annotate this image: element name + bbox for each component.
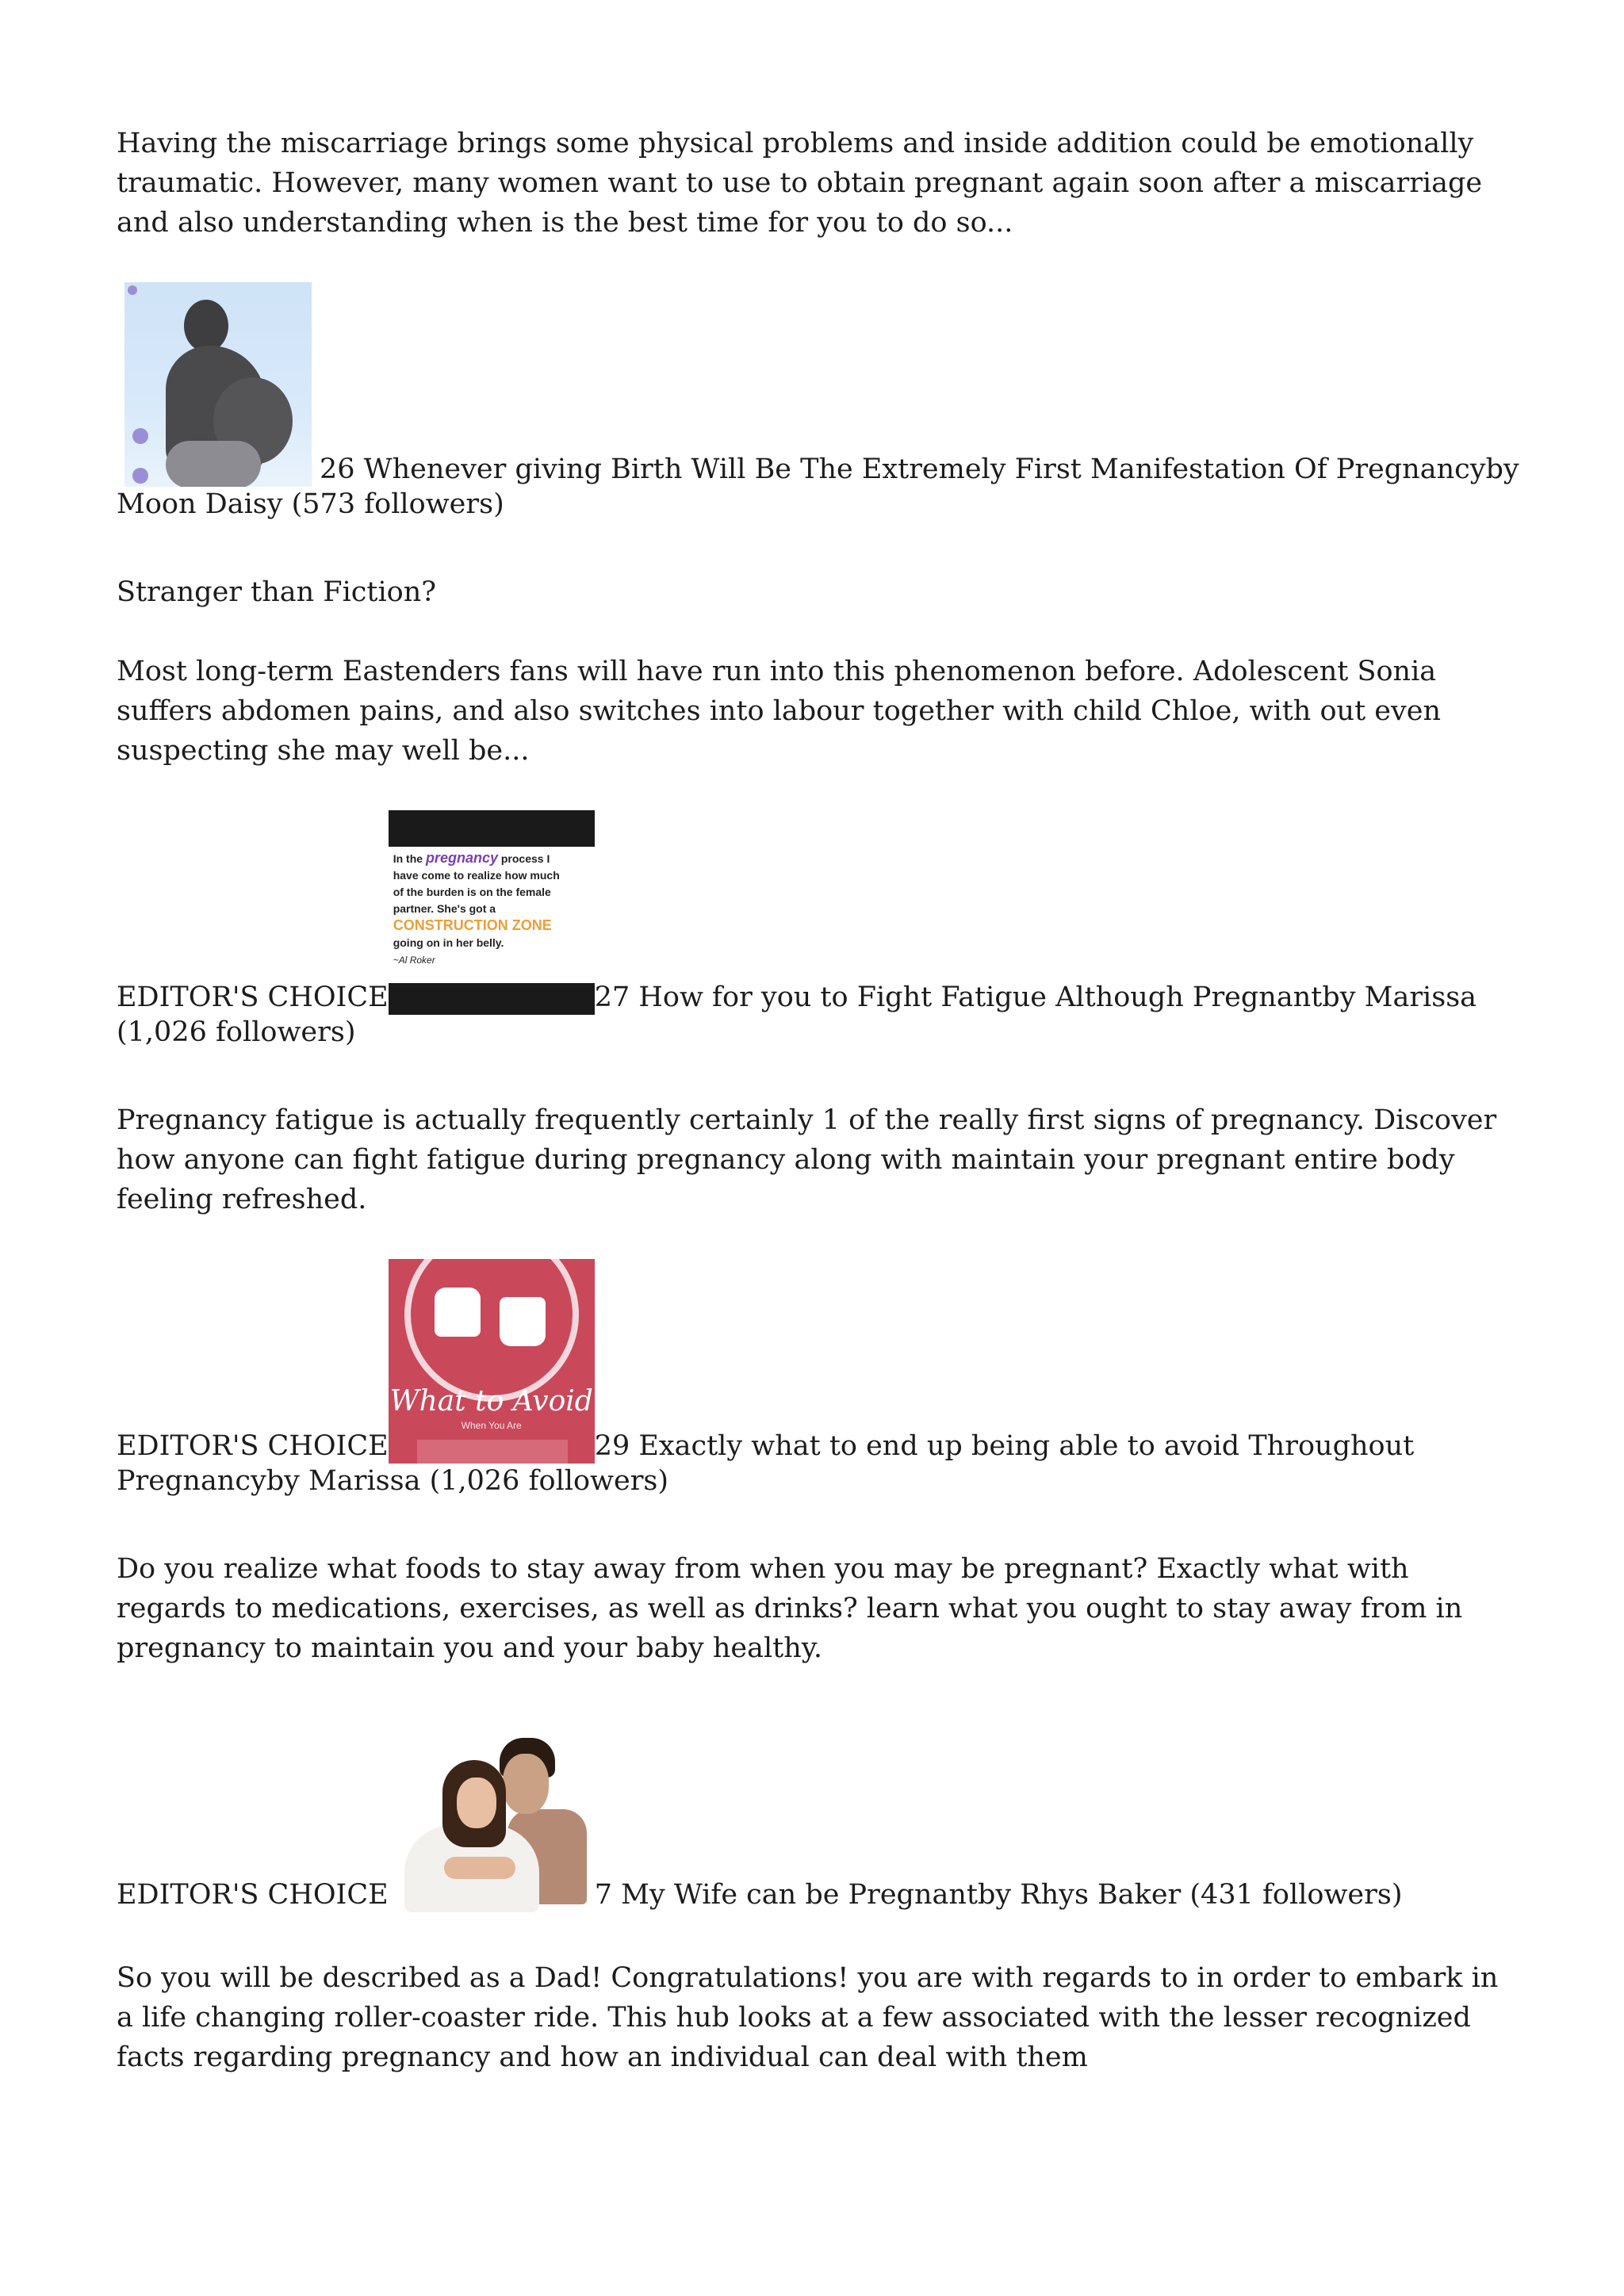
entry-29-title-link[interactable]: 29 Exactly what to end up being able to avoid Throughout: [594, 1430, 1415, 1462]
entry-29: [117, 1259, 1536, 1498]
thumbs-up-icon: [435, 1288, 481, 1337]
entry-27: [117, 810, 1536, 1050]
entry-26-title-link[interactable]: 26 Whenever giving Birth Will Be The Extremely First Manifestation Of Pregnancyby: [320, 453, 1519, 485]
editors-choice-badge: EDITOR'S CHOICE: [117, 1879, 389, 1911]
couple-photo-thumbnail[interactable]: [389, 1722, 595, 1912]
pregnant-silhouette-thumbnail[interactable]: [124, 282, 312, 487]
editors-choice-badge: EDITOR'S CHOICE: [117, 1430, 389, 1462]
entry-26-subheading: Stranger than Fiction?: [117, 576, 437, 608]
pregnancy-quote-thumbnail[interactable]: In the pregnancy process I have come to realize how much of the burden is on the female partner. She's got a CONSTRUCTION ZONE going on in her belly. ~Al Roker: [389, 810, 595, 1015]
editors-choice-badge: EDITOR'S CHOICE: [117, 982, 389, 1013]
entry-7-summary: So you will be described as a Dad! Congratulations! you are with regards to in order to embark in a life changing roller-coaster ride. This hub looks at a few associated with the lesser recognized facts regarding pregnancy and how an individual can deal with them: [117, 1962, 1499, 2073]
entry-26-author-link[interactable]: Moon Daisy (573 followers): [117, 488, 504, 520]
what-to-avoid-thumbnail[interactable]: What to Avoid When You Are: [389, 1259, 595, 1464]
entry-27-author-link[interactable]: (1,026 followers): [117, 1016, 356, 1048]
entry-26: [117, 282, 1536, 522]
intro-paragraph: Having the miscarriage brings some physical problems and inside addition could be emotionally traumatic. However, many women want to use to obtain pregnant again soon after a miscarriage and also understanding when is the best time for you to do so...: [117, 128, 1483, 239]
entry-7: [117, 1722, 1536, 1912]
thumbs-down-icon: [500, 1297, 546, 1346]
entry-29-summary: Do you realize what foods to stay away from when you may be pregnant? Exactly what with regards to medications, exercises, as well as drinks? learn what you ought to stay away from in pregnancy to maintain you and your baby healthy.: [117, 1553, 1463, 1664]
entry-27-title-link[interactable]: 27 How for you to Fight Fatigue Although Pregnantby Marissa: [594, 982, 1477, 1013]
entry-27-summary: Pregnancy fatigue is actually frequently certainly 1 of the really first signs of pregnancy. Discover how anyone can fight fatigue during pregnancy along with maintain your pregnant entire body feeling refreshed.: [117, 1104, 1497, 1215]
entry-7-title-link[interactable]: 7 My Wife can be Pregnantby Rhys Baker (431 followers): [594, 1879, 1403, 1911]
entry-29-author-link[interactable]: Pregnancyby Marissa (1,026 followers): [117, 1465, 669, 1497]
entry-26-summary: Most long-term Eastenders fans will have run into this phenomenon before. Adolescent Sonia suffers abdomen pains, and also switches into labour together with child Chloe, with out even suspecting she may well be...: [117, 656, 1442, 767]
